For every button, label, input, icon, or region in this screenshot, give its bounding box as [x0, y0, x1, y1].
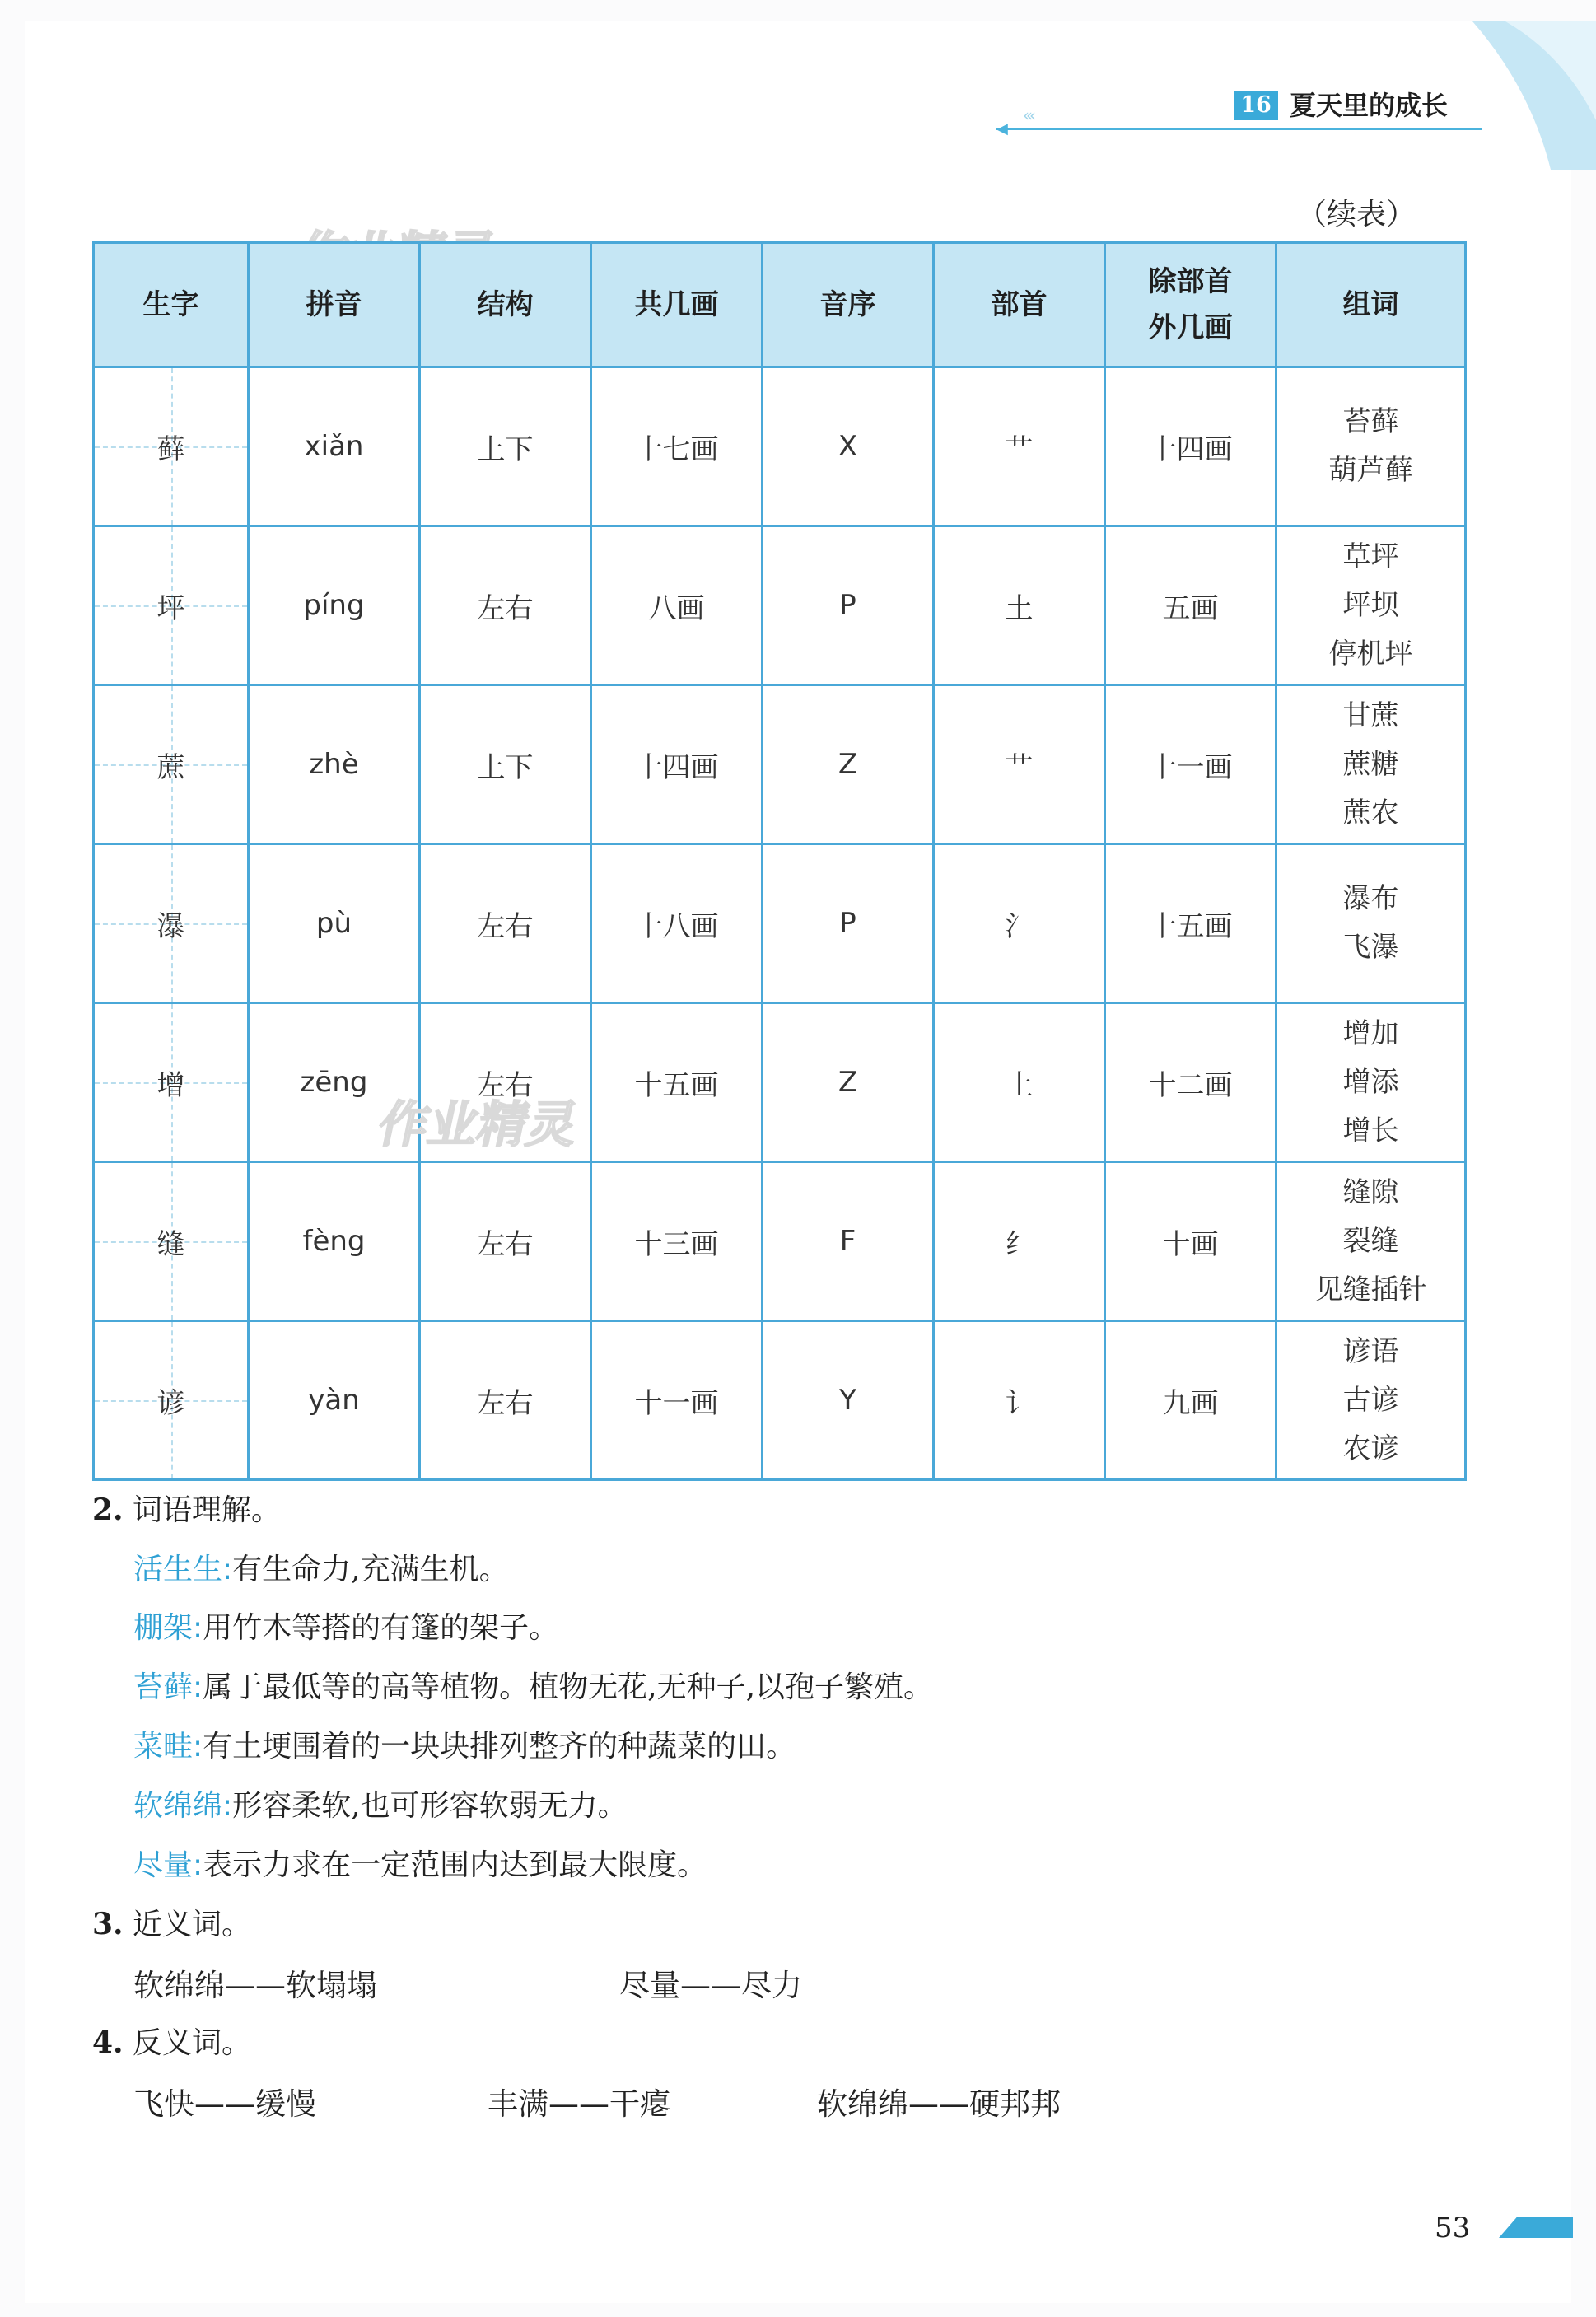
character-cell: [94, 844, 249, 1003]
definition-term: 软绵绵:: [133, 1789, 233, 1823]
section-title: 词语理解。: [133, 1493, 282, 1527]
definition-item: [133, 1723, 796, 1765]
words-cell: [1276, 1003, 1466, 1162]
column-header: 生字: [94, 243, 249, 367]
definition-text: 表示力求在一定范围内达到最大限度。: [203, 1848, 707, 1882]
table-row: [94, 1162, 1466, 1321]
chapter-header: [996, 89, 1482, 138]
words-cell: [1276, 685, 1466, 844]
word: 蔗糖: [1342, 747, 1399, 781]
word: 增添: [1342, 1065, 1399, 1099]
word: 裂缝: [1342, 1224, 1399, 1258]
word: 增长: [1342, 1114, 1399, 1147]
character-cell: [94, 526, 249, 685]
structure-cell: 左右: [420, 1162, 591, 1321]
column-header-text: 除部首外几画: [1148, 265, 1233, 344]
words-cell: [1276, 1321, 1466, 1480]
pinyin-cell: zēng: [249, 1003, 420, 1162]
other-strokes-cell: 十画: [1105, 1162, 1276, 1321]
strokes-cell: 八画: [591, 526, 763, 685]
radical-cell: 艹: [934, 685, 1105, 844]
other-strokes-cell: 十二画: [1105, 1003, 1276, 1162]
definition-text: 形容柔软,也可形容软弱无力。: [232, 1789, 628, 1823]
radical-cell: 艹: [934, 367, 1105, 526]
structure-cell: 左右: [420, 844, 591, 1003]
column-header: 部首: [934, 243, 1105, 367]
radical-cell: 土: [934, 1003, 1105, 1162]
column-header: 结构: [420, 243, 591, 367]
character-table: [92, 241, 1467, 1481]
pinyin-cell: pù: [249, 844, 420, 1003]
definition-item: [133, 1782, 628, 1824]
other-strokes-cell: 十一画: [1105, 685, 1276, 844]
pinyin-cell: yàn: [249, 1321, 420, 1480]
arrow-left-icon: ◀: [996, 120, 1008, 138]
character: 坪: [156, 591, 185, 625]
definition-item: [133, 1605, 558, 1647]
section-number: 3.: [92, 1907, 124, 1941]
character-cell: [94, 685, 249, 844]
character: 瀑: [156, 909, 185, 943]
character: 谚: [156, 1386, 185, 1420]
column-header: 组词: [1276, 243, 1466, 367]
other-strokes-cell: 五画: [1105, 526, 1276, 685]
word: 增加: [1342, 1016, 1399, 1050]
table-row: [94, 685, 1466, 844]
initial-cell: Y: [763, 1321, 934, 1480]
definition-term: 棚架:: [133, 1611, 203, 1645]
word: 坪坝: [1342, 588, 1399, 622]
table-row: [94, 1321, 1466, 1480]
table-row: [94, 844, 1466, 1003]
word: 飞瀑: [1342, 931, 1399, 964]
word: 蔗农: [1342, 796, 1399, 829]
radical-cell: 土: [934, 526, 1105, 685]
definition-term: 苔藓:: [133, 1670, 203, 1704]
words-cell: [1276, 367, 1466, 526]
word: 谚语: [1342, 1334, 1399, 1368]
strokes-cell: 十五画: [591, 1003, 763, 1162]
synonym-pair: 软绵绵——软塌塌: [133, 1968, 377, 2003]
column-header: 拼音: [249, 243, 420, 367]
corner-decoration: [1472, 21, 1596, 170]
definition-term: 活生生:: [133, 1553, 233, 1586]
chevron-left-icon: ‹‹‹: [1023, 105, 1033, 125]
definition-item: [133, 1664, 933, 1706]
initial-cell: Z: [763, 1003, 934, 1162]
character: 蔗: [156, 750, 185, 784]
pinyin-cell: píng: [249, 526, 420, 685]
section-4-heading: [92, 2020, 251, 2062]
pinyin-cell: fèng: [249, 1162, 420, 1321]
section-title: 近义词。: [133, 1908, 252, 1941]
words-cell: [1276, 844, 1466, 1003]
definition-term: 菜畦:: [133, 1730, 203, 1763]
definition-text: 有土埂围着的一块块排列整齐的种蔬菜的田。: [203, 1730, 796, 1763]
other-strokes-cell: 九画: [1105, 1321, 1276, 1480]
word: 见缝插针: [1314, 1273, 1427, 1306]
structure-cell: 左右: [420, 1003, 591, 1162]
word: 甘蔗: [1342, 698, 1399, 732]
words-cell: [1276, 526, 1466, 685]
table-header-row: [94, 243, 1466, 367]
chapter-title: 夏天里的成长: [1290, 90, 1449, 121]
table-row: [94, 526, 1466, 685]
structure-cell: 左右: [420, 526, 591, 685]
definition-text: 用竹木等搭的有篷的架子。: [203, 1611, 559, 1645]
table-row: [94, 367, 1466, 526]
radical-cell: 氵: [934, 844, 1105, 1003]
antonym-pair: 软绵绵——硬邦邦: [817, 2086, 1061, 2122]
section-2-heading: [92, 1487, 281, 1529]
word: 古谚: [1342, 1383, 1399, 1417]
definition-item: [133, 1842, 707, 1884]
structure-cell: 上下: [420, 367, 591, 526]
character: 缝: [156, 1227, 185, 1261]
column-header: 音序: [763, 243, 934, 367]
other-strokes-cell: 十五画: [1105, 844, 1276, 1003]
chapter-number-badge: 16: [1234, 91, 1278, 120]
antonym-pair: 丰满——干瘪: [488, 2086, 670, 2122]
initial-cell: X: [763, 367, 934, 526]
column-header: [1105, 243, 1276, 367]
initial-cell: P: [763, 526, 934, 685]
word: 缝隙: [1342, 1175, 1399, 1209]
definition-text: 有生命力,充满生机。: [232, 1553, 509, 1586]
radical-cell: 讠: [934, 1321, 1105, 1480]
other-strokes-cell: 十四画: [1105, 367, 1276, 526]
header-rule: [996, 128, 1482, 130]
pinyin-cell: zhè: [249, 685, 420, 844]
section-number: 2.: [92, 1493, 124, 1527]
strokes-cell: 十三画: [591, 1162, 763, 1321]
words-cell: [1276, 1162, 1466, 1321]
section-number: 4.: [92, 2025, 124, 2060]
structure-cell: 上下: [420, 685, 591, 844]
word: 瀑布: [1342, 882, 1399, 915]
word: 草坪: [1342, 540, 1399, 573]
character: 增: [156, 1068, 185, 1102]
definition-item: [133, 1546, 509, 1588]
strokes-cell: 十八画: [591, 844, 763, 1003]
radical-cell: 纟: [934, 1162, 1105, 1321]
definition-term: 尽量:: [133, 1848, 203, 1882]
character-cell: [94, 1162, 249, 1321]
initial-cell: F: [763, 1162, 934, 1321]
definition-text: 属于最低等的高等植物。植物无花,无种子,以孢子繁殖。: [203, 1670, 934, 1704]
pinyin-cell: xiǎn: [249, 367, 420, 526]
word: 葫芦藓: [1328, 454, 1413, 487]
character-cell: [94, 367, 249, 526]
initial-cell: P: [763, 844, 934, 1003]
section-3-heading: [92, 1901, 251, 1943]
table-row: [94, 1003, 1466, 1162]
column-header: 共几画: [591, 243, 763, 367]
synonym-pair: 尽量——尽力: [619, 1968, 802, 2003]
continued-label: （续表）: [1297, 198, 1416, 231]
strokes-cell: 十四画: [591, 685, 763, 844]
watermark: 作业精灵: [373, 1096, 584, 1154]
character-cell: [94, 1003, 249, 1162]
character: 藓: [156, 432, 185, 466]
initial-cell: Z: [763, 685, 934, 844]
antonym-pair: 飞快——缓慢: [133, 2086, 316, 2122]
section-title: 反义词。: [133, 2026, 252, 2060]
strokes-cell: 十七画: [591, 367, 763, 526]
strokes-cell: 十一画: [591, 1321, 763, 1480]
word: 苔藓: [1342, 405, 1399, 438]
character-cell: [94, 1321, 249, 1480]
word: 农谚: [1342, 1432, 1399, 1465]
structure-cell: 左右: [420, 1321, 591, 1480]
page-number: 53: [1435, 2212, 1471, 2245]
word: 停机坪: [1328, 637, 1413, 670]
